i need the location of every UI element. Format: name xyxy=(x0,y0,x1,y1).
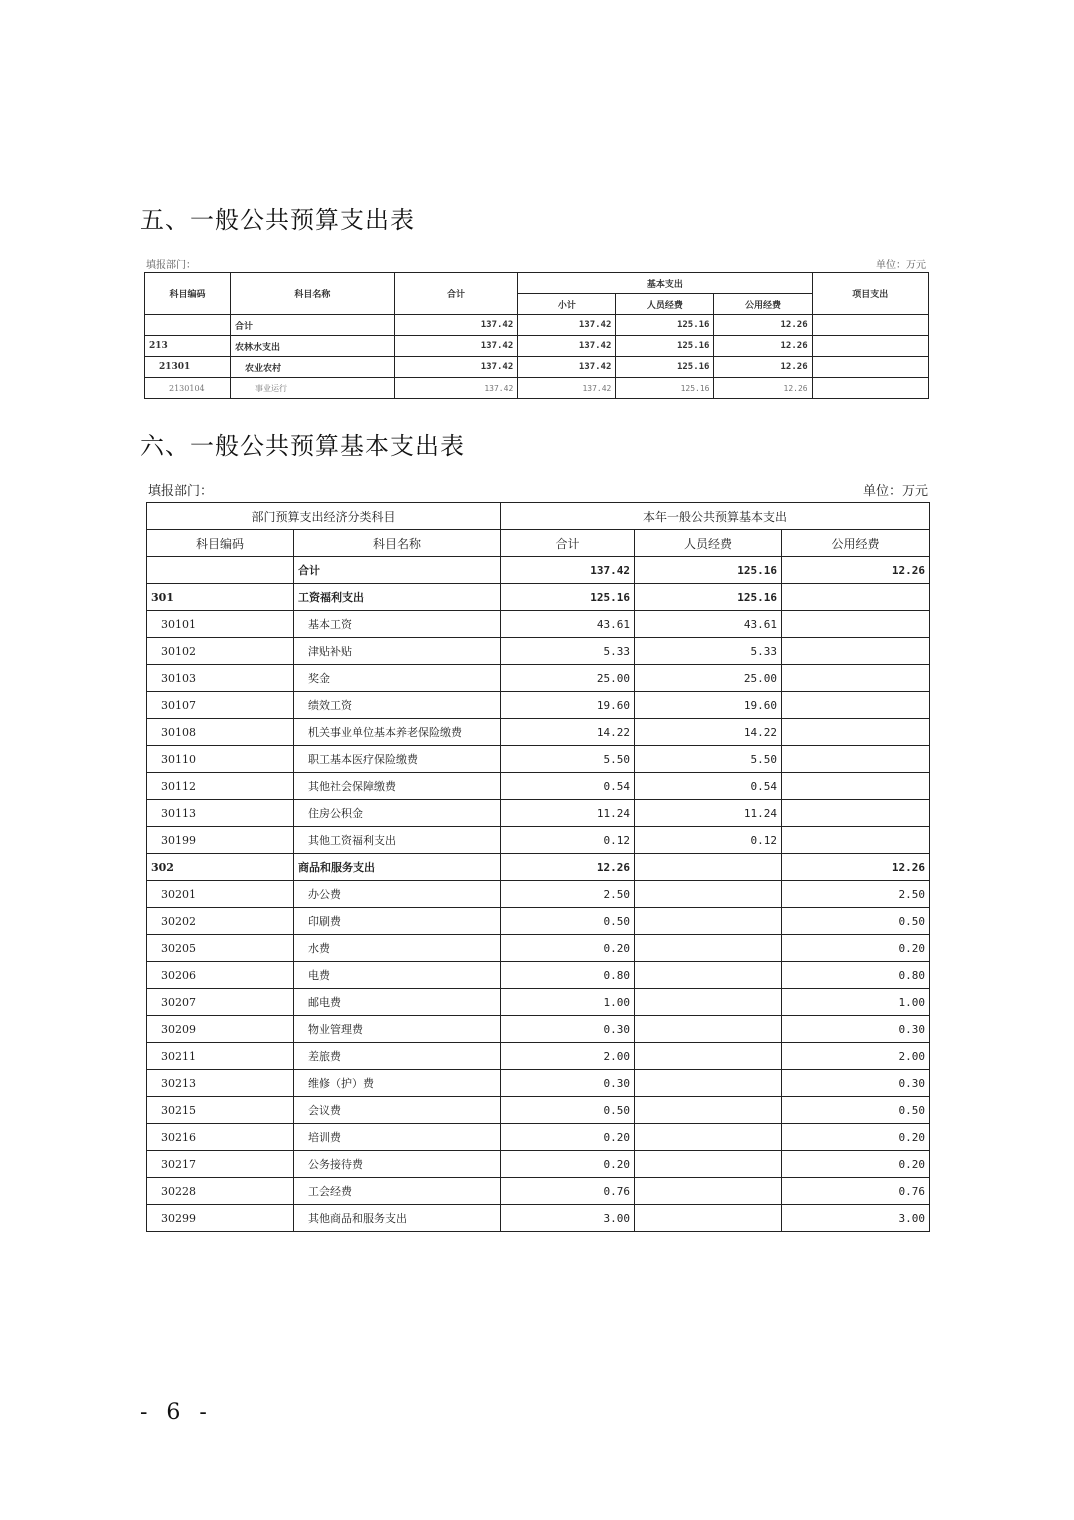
row-public xyxy=(782,665,930,692)
row-total: 0.12 xyxy=(501,827,635,854)
t5-header-code: 科目编码 xyxy=(145,273,231,315)
row-personnel xyxy=(635,1070,782,1097)
row-code: 30228 xyxy=(147,1178,294,1205)
row-total: 0.30 xyxy=(501,1070,635,1097)
row-project xyxy=(812,357,928,378)
row-personnel: 11.24 xyxy=(635,800,782,827)
row-public: 12.26 xyxy=(714,378,812,399)
row-project xyxy=(812,315,928,336)
row-total: 0.76 xyxy=(501,1178,635,1205)
row-name: 其他社会保障缴费 xyxy=(294,773,501,800)
row-total: 3.00 xyxy=(501,1205,635,1232)
row-total: 0.50 xyxy=(501,1097,635,1124)
row-personnel xyxy=(635,1016,782,1043)
row-code: 30101 xyxy=(147,611,294,638)
row-total: 0.50 xyxy=(501,908,635,935)
t5-header-project: 项目支出 xyxy=(812,273,928,315)
row-total: 137.42 xyxy=(394,378,517,399)
row-name: 农林水支出 xyxy=(230,336,394,357)
row-code: 30113 xyxy=(147,800,294,827)
row-name: 合计 xyxy=(230,315,394,336)
row-name: 维修（护）费 xyxy=(294,1070,501,1097)
table6-row xyxy=(147,935,930,962)
row-code: 30103 xyxy=(147,665,294,692)
row-public xyxy=(782,719,930,746)
row-code: 30201 xyxy=(147,881,294,908)
row-personnel xyxy=(635,854,782,881)
row-code xyxy=(145,315,231,336)
table6-unit-label: 单位：万元 xyxy=(862,484,928,499)
row-code: 30211 xyxy=(147,1043,294,1070)
row-name: 培训费 xyxy=(294,1124,501,1151)
row-name: 电费 xyxy=(294,962,501,989)
table6-row xyxy=(147,1070,930,1097)
table6-row xyxy=(147,908,930,935)
row-public xyxy=(782,827,930,854)
row-total: 43.61 xyxy=(501,611,635,638)
row-public: 12.26 xyxy=(714,336,812,357)
row-public: 3.00 xyxy=(782,1205,930,1232)
row-name: 工资福利支出 xyxy=(294,584,501,611)
t5-header-name: 科目名称 xyxy=(230,273,394,315)
row-code: 30215 xyxy=(147,1097,294,1124)
table6-general-budget-basic-expenditure xyxy=(146,502,930,1232)
table6-row xyxy=(147,773,930,800)
row-public xyxy=(782,773,930,800)
t6-header-name: 科目名称 xyxy=(294,530,501,557)
row-code: 30205 xyxy=(147,935,294,962)
row-public: 0.50 xyxy=(782,1097,930,1124)
row-code: 301 xyxy=(147,584,294,611)
row-name: 工会经费 xyxy=(294,1178,501,1205)
row-public: 12.26 xyxy=(782,557,930,584)
row-name: 绩效工资 xyxy=(294,692,501,719)
row-code: 302 xyxy=(147,854,294,881)
row-public: 2.50 xyxy=(782,881,930,908)
row-public xyxy=(782,746,930,773)
row-name: 职工基本医疗保险缴费 xyxy=(294,746,501,773)
row-personnel xyxy=(635,1124,782,1151)
row-personnel: 5.50 xyxy=(635,746,782,773)
table6-row xyxy=(147,881,930,908)
row-name: 津贴补贴 xyxy=(294,638,501,665)
row-code: 30108 xyxy=(147,719,294,746)
row-total: 125.16 xyxy=(501,584,635,611)
t5-header-total: 合计 xyxy=(394,273,517,315)
row-code: 30217 xyxy=(147,1151,294,1178)
row-public: 0.20 xyxy=(782,935,930,962)
table6-meta xyxy=(148,480,928,499)
table5-row xyxy=(145,315,929,336)
row-total: 12.26 xyxy=(501,854,635,881)
row-code: 30206 xyxy=(147,962,294,989)
row-project xyxy=(812,378,928,399)
row-code: 30207 xyxy=(147,989,294,1016)
table6-row xyxy=(147,827,930,854)
row-public: 0.80 xyxy=(782,962,930,989)
t5-header-subtotal: 小计 xyxy=(518,294,616,315)
row-code: 30209 xyxy=(147,1016,294,1043)
row-public: 2.00 xyxy=(782,1043,930,1070)
row-total: 11.24 xyxy=(501,800,635,827)
row-personnel xyxy=(635,989,782,1016)
table6-row xyxy=(147,584,930,611)
row-public: 0.20 xyxy=(782,1124,930,1151)
row-public: 12.26 xyxy=(714,357,812,378)
row-total: 137.42 xyxy=(394,357,517,378)
row-subtotal: 137.42 xyxy=(518,378,616,399)
row-public: 0.50 xyxy=(782,908,930,935)
table6-row xyxy=(147,638,930,665)
table6-row xyxy=(147,557,930,584)
table6-row xyxy=(147,1016,930,1043)
row-name: 差旅费 xyxy=(294,1043,501,1070)
row-personnel xyxy=(635,1151,782,1178)
row-total: 0.80 xyxy=(501,962,635,989)
row-total: 0.20 xyxy=(501,935,635,962)
t6-header-total: 合计 xyxy=(501,530,635,557)
row-subtotal: 137.42 xyxy=(518,336,616,357)
row-total: 5.50 xyxy=(501,746,635,773)
row-personnel xyxy=(635,1178,782,1205)
row-total: 137.42 xyxy=(394,315,517,336)
row-personnel: 19.60 xyxy=(635,692,782,719)
row-personnel xyxy=(635,1205,782,1232)
row-name: 商品和服务支出 xyxy=(294,854,501,881)
row-name: 公务接待费 xyxy=(294,1151,501,1178)
row-code: 30299 xyxy=(147,1205,294,1232)
row-name: 物业管理费 xyxy=(294,1016,501,1043)
row-code: 30110 xyxy=(147,746,294,773)
table6-title: 六、一般公共预算基本支出表 xyxy=(140,432,465,460)
row-code: 30216 xyxy=(147,1124,294,1151)
row-personnel: 43.61 xyxy=(635,611,782,638)
table6-row xyxy=(147,1043,930,1070)
row-personnel xyxy=(635,1043,782,1070)
table6-row xyxy=(147,692,930,719)
row-name: 邮电费 xyxy=(294,989,501,1016)
table6-row xyxy=(147,1178,930,1205)
row-public xyxy=(782,800,930,827)
t6-header-group-left: 部门预算支出经济分类科目 xyxy=(147,503,501,530)
table5-dept-label: 填报部门： xyxy=(146,260,196,271)
row-total: 137.42 xyxy=(501,557,635,584)
row-code: 30112 xyxy=(147,773,294,800)
table5-unit-label: 单位：万元 xyxy=(876,260,926,271)
row-public: 0.20 xyxy=(782,1151,930,1178)
row-total: 137.42 xyxy=(394,336,517,357)
row-public xyxy=(782,584,930,611)
table6-row xyxy=(147,665,930,692)
table5-row xyxy=(145,336,929,357)
row-code: 2130104 xyxy=(145,378,231,399)
table6-row xyxy=(147,1205,930,1232)
row-personnel: 125.16 xyxy=(616,378,714,399)
row-name: 事业运行 xyxy=(230,378,394,399)
row-code: 213 xyxy=(145,336,231,357)
table6-row xyxy=(147,746,930,773)
row-name: 其他工资福利支出 xyxy=(294,827,501,854)
row-total: 0.20 xyxy=(501,1124,635,1151)
row-personnel: 125.16 xyxy=(616,315,714,336)
t5-header-basic: 基本支出 xyxy=(518,273,812,294)
table5-row xyxy=(145,357,929,378)
row-total: 2.50 xyxy=(501,881,635,908)
row-code: 30199 xyxy=(147,827,294,854)
row-name: 基本工资 xyxy=(294,611,501,638)
row-subtotal: 137.42 xyxy=(518,357,616,378)
t6-header-code: 科目编码 xyxy=(147,530,294,557)
row-personnel: 125.16 xyxy=(635,584,782,611)
table5-general-budget-expenditure xyxy=(144,272,929,399)
table6-row xyxy=(147,611,930,638)
row-personnel xyxy=(635,962,782,989)
t5-header-personnel: 人员经费 xyxy=(616,294,714,315)
row-name: 会议费 xyxy=(294,1097,501,1124)
table6-row xyxy=(147,1124,930,1151)
row-public: 0.30 xyxy=(782,1070,930,1097)
row-subtotal: 137.42 xyxy=(518,315,616,336)
row-name: 水费 xyxy=(294,935,501,962)
row-personnel: 14.22 xyxy=(635,719,782,746)
table6-row xyxy=(147,1151,930,1178)
table6-row xyxy=(147,854,930,881)
t6-header-group-right: 本年一般公共预算基本支出 xyxy=(501,503,930,530)
row-code: 30102 xyxy=(147,638,294,665)
table6-dept-label: 填报部门： xyxy=(148,484,214,499)
row-code: 30107 xyxy=(147,692,294,719)
row-public: 1.00 xyxy=(782,989,930,1016)
row-personnel xyxy=(635,881,782,908)
table6-row xyxy=(147,800,930,827)
row-code xyxy=(147,557,294,584)
row-public: 12.26 xyxy=(714,315,812,336)
row-public xyxy=(782,692,930,719)
row-total: 0.54 xyxy=(501,773,635,800)
row-total: 14.22 xyxy=(501,719,635,746)
row-personnel: 125.16 xyxy=(616,336,714,357)
row-name: 农业农村 xyxy=(230,357,394,378)
row-name: 奖金 xyxy=(294,665,501,692)
row-personnel xyxy=(635,935,782,962)
page-number: - 6 - xyxy=(140,1400,213,1425)
row-personnel: 0.12 xyxy=(635,827,782,854)
row-public: 0.76 xyxy=(782,1178,930,1205)
row-public: 12.26 xyxy=(782,854,930,881)
row-name: 合计 xyxy=(294,557,501,584)
row-name: 印刷费 xyxy=(294,908,501,935)
row-personnel: 25.00 xyxy=(635,665,782,692)
row-name: 机关事业单位基本养老保险缴费 xyxy=(294,719,501,746)
table6-row xyxy=(147,1097,930,1124)
row-personnel: 5.33 xyxy=(635,638,782,665)
t5-header-public: 公用经费 xyxy=(714,294,812,315)
table6-row xyxy=(147,962,930,989)
row-total: 2.00 xyxy=(501,1043,635,1070)
row-total: 1.00 xyxy=(501,989,635,1016)
row-personnel: 0.54 xyxy=(635,773,782,800)
table5-meta xyxy=(146,256,926,271)
row-total: 0.20 xyxy=(501,1151,635,1178)
t6-header-personnel: 人员经费 xyxy=(635,530,782,557)
row-total: 0.30 xyxy=(501,1016,635,1043)
row-project xyxy=(812,336,928,357)
row-personnel xyxy=(635,1097,782,1124)
row-code: 21301 xyxy=(145,357,231,378)
row-personnel: 125.16 xyxy=(616,357,714,378)
row-name: 其他商品和服务支出 xyxy=(294,1205,501,1232)
row-code: 30202 xyxy=(147,908,294,935)
row-total: 5.33 xyxy=(501,638,635,665)
row-total: 19.60 xyxy=(501,692,635,719)
t6-header-public: 公用经费 xyxy=(782,530,930,557)
row-total: 25.00 xyxy=(501,665,635,692)
row-public xyxy=(782,638,930,665)
row-public: 0.30 xyxy=(782,1016,930,1043)
table6-row xyxy=(147,719,930,746)
table5-title: 五、一般公共预算支出表 xyxy=(140,206,415,234)
row-code: 30213 xyxy=(147,1070,294,1097)
table6-row xyxy=(147,989,930,1016)
table5-row xyxy=(145,378,929,399)
row-name: 住房公积金 xyxy=(294,800,501,827)
row-public xyxy=(782,611,930,638)
row-personnel: 125.16 xyxy=(635,557,782,584)
row-name: 办公费 xyxy=(294,881,501,908)
row-personnel xyxy=(635,908,782,935)
